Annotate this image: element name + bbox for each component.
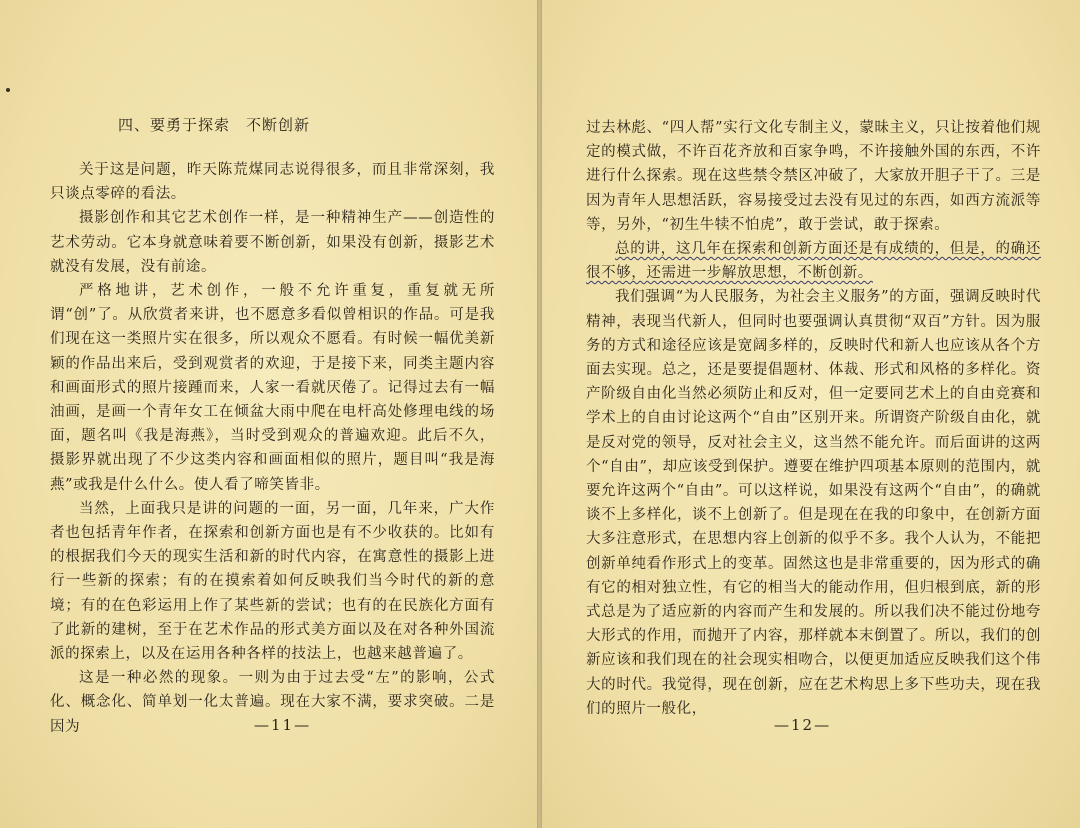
left-page [0,0,537,828]
section-heading: 四、要勇于探索 不断创新 [118,116,311,134]
right-page-body [586,116,1041,721]
paragraph: 摄影创作和其它艺术创作一样，是一种精神生产——创造性的艺术劳动。它本身就意味着要不断创新，如果没有创新，摄影艺术就没有发展，没有前途。 [50,210,495,275]
paragraph: 过去林彪、“四人帮”实行文化专制主义，蒙昧主义，只让按着他们规定的模式做，不许百花齐放和百家争鸣，不许接触外国的东西，不许进行什么探索。现在这些禁令禁区冲破了，大家放开胆子干了。三是因为青年人思想活跃，容易接受过去没有见过的东西，如西方流派等等，另外，“初生牛犊不怕虎”，敢于尝试，敢于探索。 [586,120,1041,233]
page-number: —11— [254,716,312,734]
underlined-paragraph: 总的讲，这几年在探索和创新方面还是有成绩的，但是，的确还很不够，还需进一步解放思想，不断创新。 [586,241,1041,282]
right-page [542,0,1080,828]
ink-blot [6,88,10,92]
page-number: —12— [774,716,832,734]
paragraph: 我们强调“为人民服务，为社会主义服务”的方面，强调反映时代精神，表现当代新人，但同时也要强调认真贯彻“双百”方针。因为服务的方式和途径应该是宽阔多样的，反映时代和新人也应该从各个方面去实现。总之，还是要提倡题材、体裁、形式和风格的多样化。资产阶级自由化当然必须防止和反对，但一定要同艺术上的自由竞赛和学术上的自由讨论这两个“自由”区别开来。所谓资产阶级自由化，就是反对党的领导，反对社会主义，这当然不能允许。而后面讲的这两个“自由”，却应该受到保护。遵要在维护四项基本原则的范围内，就要允许这两个“自由”。可以这样说，如果没有这两个“自由”，的确就谈不上多样化，谈不上创新了。但是现在在我的印象中，在创新方面大多注意形式，在思想内容上创新的似乎不多。我个人认为，不能把创新单纯看作形式上的变革。固然这也是非常重要的，因为形式的确有它的相对独立性，有它的相当大的能动作用，但归根到底，新的形式总是为了适应新的内容而产生和发展的。所以我们决不能过份地夸大形式的作用，而抛开了内容，那样就本末倒置了。所以，我们的创新应该和我们现在的社会现实相吻合，以便更加适应反映我们这个伟大的时代。我觉得，现在创新，应在艺术构思上多下些功夫，现在我们的照片一般化， [586,289,1041,717]
paragraph: 关于这是问题，昨天陈荒煤同志说得很多，而且非常深刻，我只谈点零碎的看法。 [50,162,495,203]
paragraph: 当然，上面我只是讲的问题的一面，另一面，几年来，广大作者也包括青年作者，在探索和创新方面也是有不少收获的。比如有的根据我们今天的现实生活和新的时代内容，在寓意性的摄影上进行一些新的探索；有的在摸索着如何反映我们当今时代的新的意境；有的在色彩运用上作了某些新的尝试；也有的在民族化方面有了此新的建树，至于在艺术作品的形式美方面以及在对各种外国流派的探索上，以及在运用各种各样的技法上，也越来越普遍了。 [50,500,495,663]
paragraph: 这是一种必然的现象。一则为由于过去受“左”的影响，公式化、概念化、简单划一化太普遍。现在大家不满，要求突破。二是因为 [50,670,495,735]
left-page-body [50,158,495,739]
paragraph: 严格地讲，艺术创作，一般不允许重复，重复就无所谓“创”了。从欣赏者来讲，也不愿意多看似曾相识的作品。可是我们现在这一类照片实在很多，所以观众不愿看。有时候一幅优美新颖的作品出来后，受到观赏者的欢迎，于是接下来，同类主题内容和画面形式的照片接踵而来，人家一看就厌倦了。记得过去有一幅油画，是画一个青年女工在倾盆大雨中爬在电杆高处修理电线的场面，题名叫《我是海燕》，当时受到观众的普遍欢迎。此后不久，摄影界就出现了不少这类内容和画面相似的照片，题目叫“我是海燕”或我是什么什么。使人看了啼笑皆非。 [50,283,495,493]
